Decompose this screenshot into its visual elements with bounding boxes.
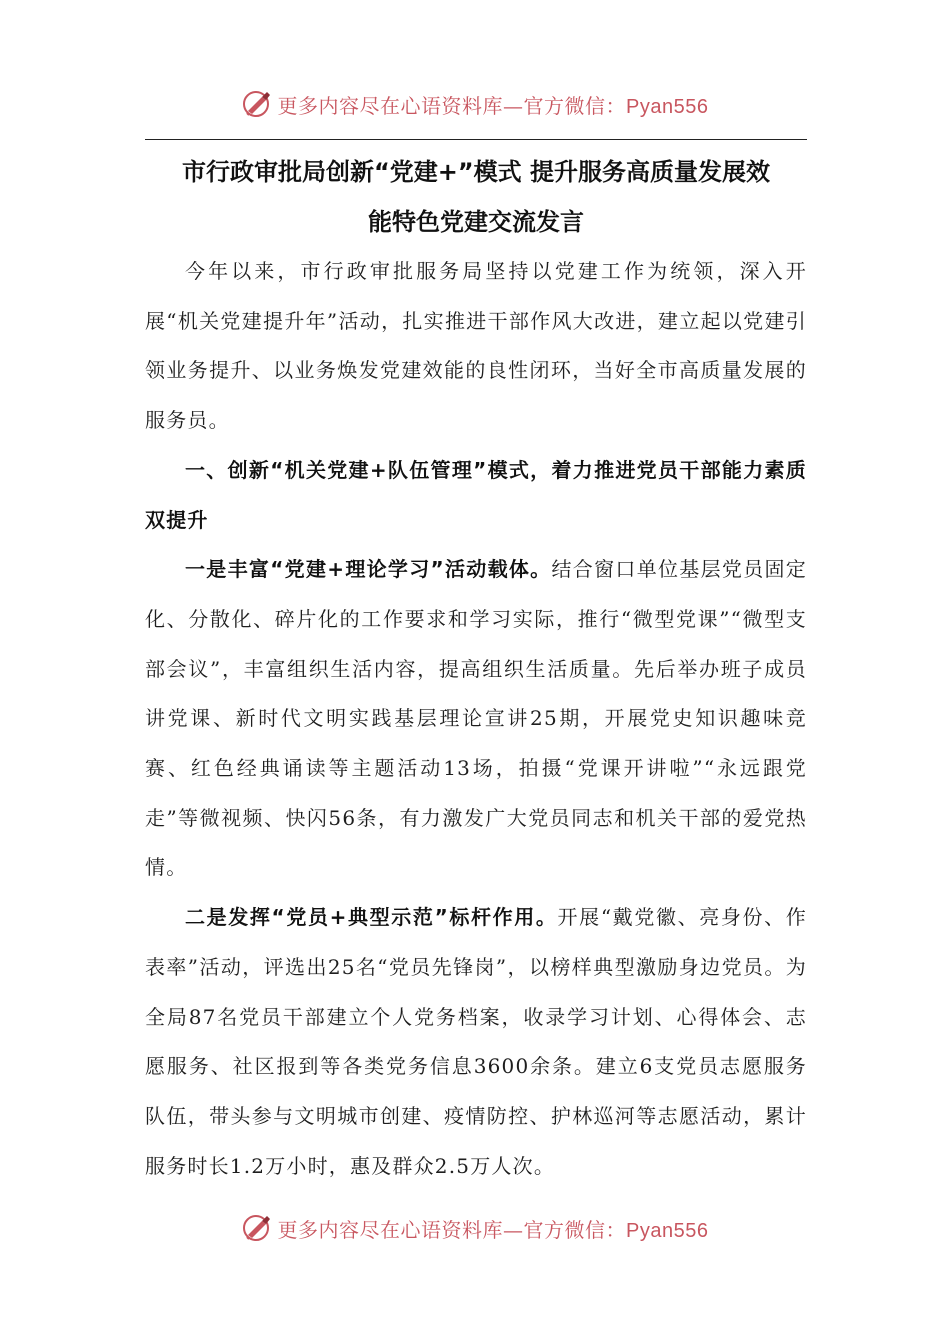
intro-paragraph: 今年以来，市行政审批服务局坚持以党建工作为统领，深入开展“机关党建提升年”活动，扎实推进干部作风大改进，建立起以党建引领业务提升、以业务焕发党建效能的良性闭环，当好全市高质量发展的服务员。 <box>145 259 807 433</box>
title-line-2: 能特色党建交流发言 <box>368 208 584 236</box>
banner-text <box>278 1214 709 1243</box>
header-divider <box>145 139 807 140</box>
pen-seal-logo-icon <box>242 1213 272 1243</box>
point-lead-1: 一是丰富“党建+理论学习”活动载体。 <box>185 557 552 582</box>
footer-banner <box>0 1208 950 1248</box>
point-text-1: 结合窗口单位基层党员固定化、分散化、碎片化的工作要求和学习实际，推行“微型党课”“微型支部会议”，丰富组织生活内容，提高组织生活质量。先后举办班子成员讲党课、新时代文明实践基层理论宣讲25期，开展党史知识趣味竞赛、红色经典诵读等主题活动13场，拍摄“党课开讲啦”“永远跟党走”等微视频、快闪56条，有力激发广大党员同志和机关干部的爱党热情。 <box>145 557 807 880</box>
header-banner <box>0 84 950 124</box>
point-paragraph-1 <box>145 545 807 893</box>
wechat-id: Pyan556 <box>626 1219 709 1242</box>
pen-seal-logo-icon <box>242 89 272 119</box>
banner-label: 更多内容尽在心语资料库—官方微信： <box>277 93 627 118</box>
title-line-1: 市行政审批局创新“党建+”模式 提升服务高质量发展效 <box>181 158 770 186</box>
document-title <box>145 147 807 247</box>
document-body <box>145 247 807 1191</box>
section-heading-1: 一、创新“机关党建+队伍管理”模式，着力推进党员干部能力素质双提升 <box>145 457 807 532</box>
banner-text <box>278 90 709 119</box>
point-text-2: 开展“戴党徽、亮身份、作表率”活动，评选出25名“党员先锋岗”，以榜样典型激励身边党员。为全局87名党员干部建立个人党务档案，收录学习计划、心得体会、志愿服务、社区报到等各类党务信息3600余条。建立6支党员志愿服务队伍，带头参与文明城市创建、疫情防控、护林巡河等志愿活动，累计服务时长1.2万小时，惠及群众2.5万人次。 <box>145 905 807 1178</box>
banner-label: 更多内容尽在心语资料库—官方微信： <box>277 1217 627 1242</box>
point-paragraph-2 <box>145 893 807 1191</box>
point-lead-2: 二是发挥“党员+典型示范”标杆作用。 <box>185 905 558 930</box>
wechat-id: Pyan556 <box>626 95 709 118</box>
